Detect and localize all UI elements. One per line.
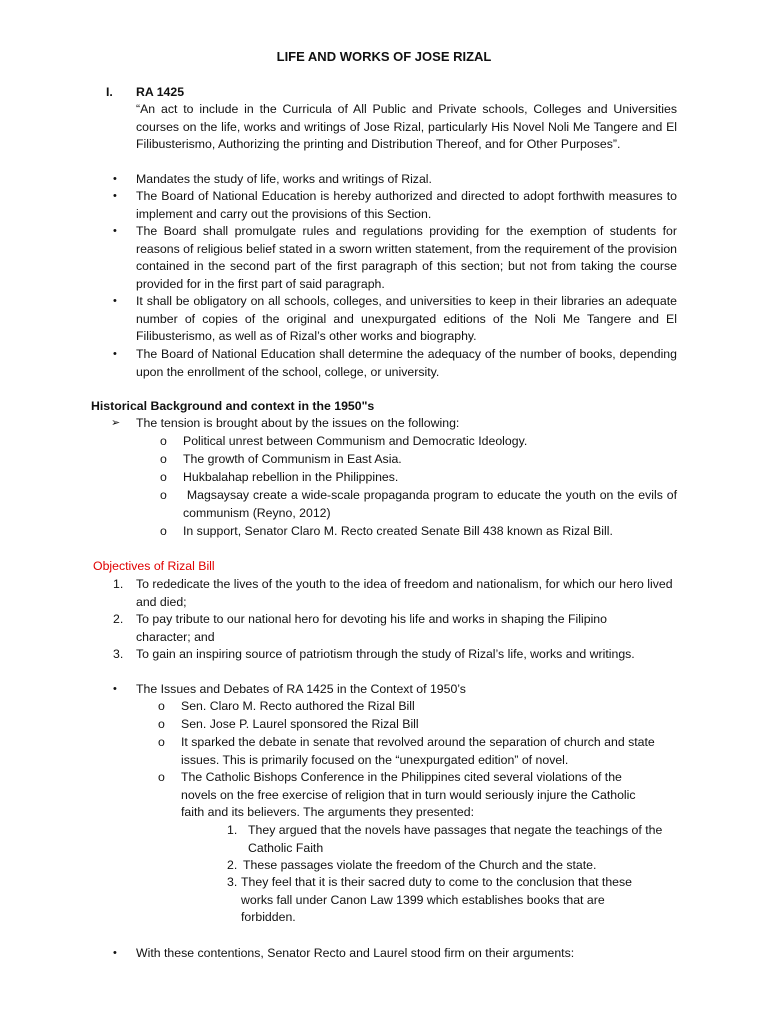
sub-item-text: Political unrest between Communism and Democratic Ideology. [183, 434, 528, 448]
bullet-text: The Board of National Education shall determine the adequacy of the number of books, depending upon the enrollment of the school, college, or university. [136, 347, 677, 379]
objectives-heading: Objectives of Rizal Bill [93, 559, 215, 573]
bullet-text: Mandates the study of life, works and writings of Rizal. [136, 172, 432, 186]
circle-bullet-glyph: o [160, 524, 167, 538]
circle-bullet-glyph: o [158, 735, 165, 749]
act-quote: “An act to include in the Curricula of All Public and Private schools, Colleges and Universities courses on the life, works and writings of Jose Rizal, particularly His Novel Noli Me Tangere and El Filibusterismo, Authorizing the printing and Distribution Thereof, and for Other Purposes”. [136, 102, 677, 152]
objective-text: To pay tribute to our national hero for devoting his life and works in shaping the Filipino character; and [136, 612, 607, 644]
objective-text: To rededicate the lives of the youth to the idea of freedom and nationalism, for which our hero lived and died; [136, 577, 673, 609]
circle-bullet-glyph: o [160, 434, 167, 448]
circle-bullet-glyph: o [160, 488, 167, 502]
roman-numeral: I. [106, 85, 113, 99]
bullet-glyph: • [113, 947, 117, 959]
sub-item-text: Magsaysay create a wide-scale propaganda program to educate the youth on the evils of communism (Reyno, 2012) [183, 488, 681, 520]
argument-text: They feel that it is their sacred duty to come to the conclusion that these works fall under Canon Law 1399 which establishes books that are forbidden. [241, 875, 632, 925]
circle-bullet-glyph: o [160, 452, 167, 466]
circle-bullet-glyph: o [158, 699, 165, 713]
sub-item-text: It sparked the debate in senate that revolved around the separation of church and state issues. This is primarily focused on the “unexpurgated edition” of novel. [181, 735, 655, 767]
sub-item-text: Sen. Jose P. Laurel sponsored the Rizal Bill [181, 717, 419, 731]
objective-text: To gain an inspiring source of patriotism through the study of Rizal’s life, works and writings. [136, 647, 635, 661]
bullet-glyph: • [113, 683, 117, 695]
item-number: 2. [227, 858, 238, 872]
circle-bullet-glyph: o [160, 470, 167, 484]
document-title: LIFE AND WORKS OF JOSE RIZAL [276, 49, 492, 64]
closing-text: With these contentions, Senator Recto and Laurel stood firm on their arguments: [136, 946, 575, 960]
item-number: 1. [227, 823, 238, 837]
sub-item-text: Sen. Claro M. Recto authored the Rizal Bill [181, 699, 415, 713]
bullet-glyph: • [113, 190, 117, 202]
bullet-glyph: • [113, 225, 117, 237]
sub-item-text: The growth of Communism in East Asia. [183, 452, 402, 466]
item-number: 3. [113, 647, 124, 661]
bullet-text: The Board of National Education is hereby authorized and directed to adopt forthwith measures to implement and carry out the provisions of this Section. [136, 189, 677, 221]
section-heading-row [0, 84, 768, 102]
circle-bullet-glyph: o [158, 717, 165, 731]
argument-text: These passages violate the freedom of the Church and the state. [243, 858, 597, 872]
sub-item-text: In support, Senator Claro M. Recto created Senate Bill 438 known as Rizal Bill. [183, 524, 613, 538]
section-heading: RA 1425 [136, 85, 185, 99]
item-number: 1. [113, 577, 124, 591]
bullet-text: The Board shall promulgate rules and regulations providing for the exemption of students for reasons of religious belief stated in a sworn written statement, from the requirement of the provision contained in the second part of the first paragraph of this section; but not from taking the course provided for in the first part of said paragraph. [136, 224, 677, 291]
circle-bullet-glyph: o [158, 770, 165, 784]
bullet-glyph: • [113, 348, 117, 360]
historical-heading: Historical Background and context in the 1950"s [91, 399, 375, 413]
arrow-bullet-icon: ➢ [111, 417, 121, 429]
bullet-glyph: • [113, 173, 117, 185]
sub-item-text: Hukbalahap rebellion in the Philippines. [183, 470, 399, 484]
item-number: 3. [227, 875, 238, 889]
bullet-glyph: • [113, 295, 117, 307]
argument-text: They argued that the novels have passages that negate the teachings of the Catholic Faith [248, 823, 663, 855]
arrow-item-text: The tension is brought about by the issues on the following: [136, 416, 460, 430]
sub-item-text: The Catholic Bishops Conference in the Philippines cited several violations of the novels on the free exercise of religion that in turn would seriously injure the Catholic faith and its believers. The arguments they presented: [181, 770, 636, 820]
bullet-text: It shall be obligatory on all schools, colleges, and universities to keep in their libraries an adequate number of copies of the original and unexpurgated editions of the Noli Me Tangere and El Filibusterismo, as well as of Rizal’s other works and biography. [136, 294, 677, 344]
item-number: 2. [113, 612, 124, 626]
bullet-text: The Issues and Debates of RA 1425 in the Context of 1950’s [136, 682, 466, 696]
